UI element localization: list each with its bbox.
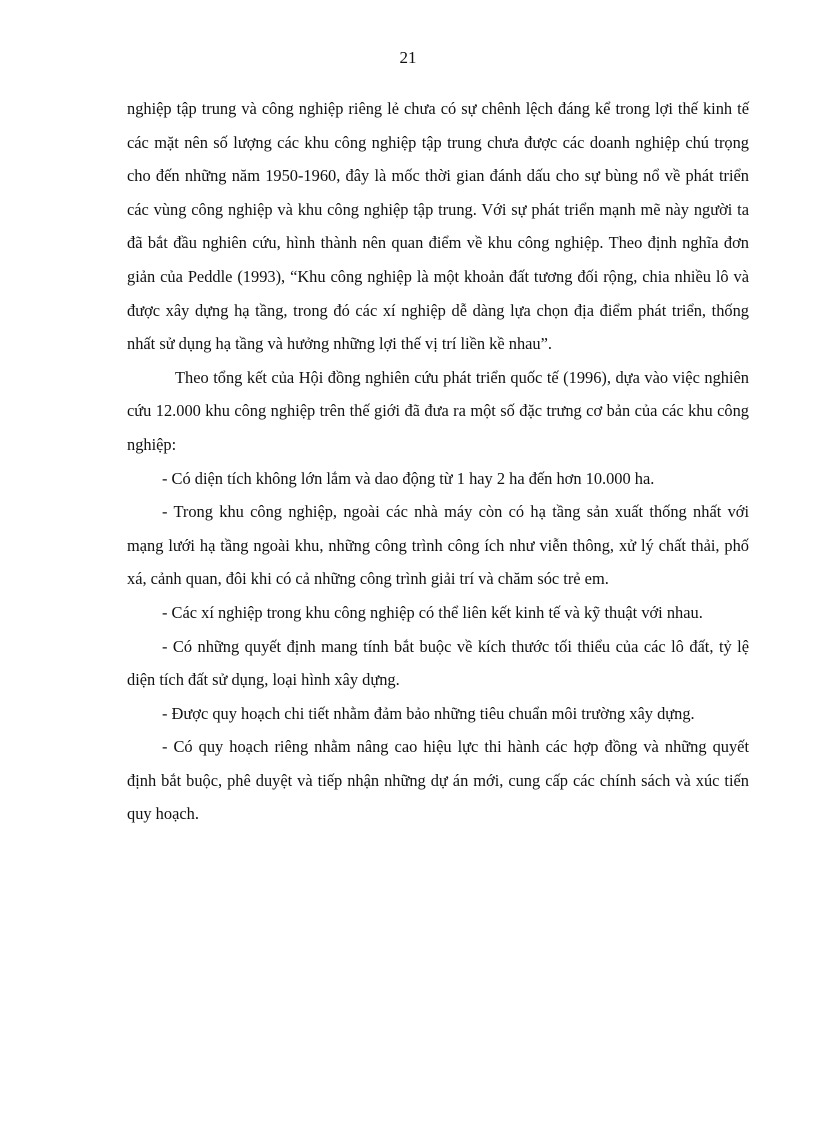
bullet-item-separate-planning: - Có quy hoạch riêng nhằm nâng cao hiệu lực thi hành các hợp đồng và những quyết định bắt buộc, phê duyệt và tiếp nhận những dự án mới, cung cấp các chính sách và xúc tiến quy hoạch. <box>127 737 749 824</box>
paragraph-continuation: nghiệp tập trung và công nghiệp riêng lẻ chưa có sự chênh lệch đáng kể trong lợi thế kinh tế các mặt nên số lượng các khu công nghiệp tập trung chưa được các doanh nghiệp chú trọng cho đến những năm 1950-1960, đây là mốc thời gian đánh dấu cho sự bùng nổ về phát triển các vùng công nghiệp và khu công nghiệp tập trung. Với sự phát triển mạnh mẽ này người ta đã bắt đầu nghiên cứu, hình thành nên quan điểm về khu công nghiệp. Theo định nghĩa đơn giản của Peddle (1993), “Khu công nghiệp là một khoản đất tương đối rộng, chia nhiều lô và được xây dựng hạ tầng, trong đó các xí nghiệp dễ dàng lựa chọn địa điểm phát triển, thống nhất sử dụng hạ tầng và hưởng những lợi thế vị trí liền kề nhau”. <box>127 99 749 354</box>
page-number: 21 <box>399 48 417 67</box>
body-text <box>127 92 749 831</box>
bullet-item-area: - Có diện tích không lớn lắm và dao động từ 1 hay 2 ha đến hơn 10.000 ha. <box>162 468 655 488</box>
bullet-item-infrastructure: - Trong khu công nghiệp, ngoài các nhà máy còn có hạ tầng sản xuất thống nhất với mạng lưới hạ tầng ngoài khu, những công trình công ích như viễn thông, xử lý chất thải, phố xá, cảnh quan, đôi khi có cả những công trình giải trí và chăm sóc trẻ em. <box>127 502 749 589</box>
bullet-item-detailed-planning: - Được quy hoạch chi tiết nhằm đảm bảo những tiêu chuẩn môi trường xây dựng. <box>162 703 695 723</box>
bullet-item-linkage: - Các xí nghiệp trong khu công nghiệp có thể liên kết kinh tế và kỹ thuật với nhau. <box>162 602 703 622</box>
bullet-item-regulations: - Có những quyết định mang tính bắt buộc về kích thước tối thiểu của các lô đất, tỷ lệ diện tích đất sử dụng, loại hình xây dựng. <box>127 636 749 690</box>
paragraph-intro-characteristics: Theo tổng kết của Hội đồng nghiên cứu phát triển quốc tế (1996), dựa vào việc nghiên cứu 12.000 khu công nghiệp trên thế giới đã đưa ra một số đặc trưng cơ bản của các khu công nghiệp: <box>127 367 749 454</box>
